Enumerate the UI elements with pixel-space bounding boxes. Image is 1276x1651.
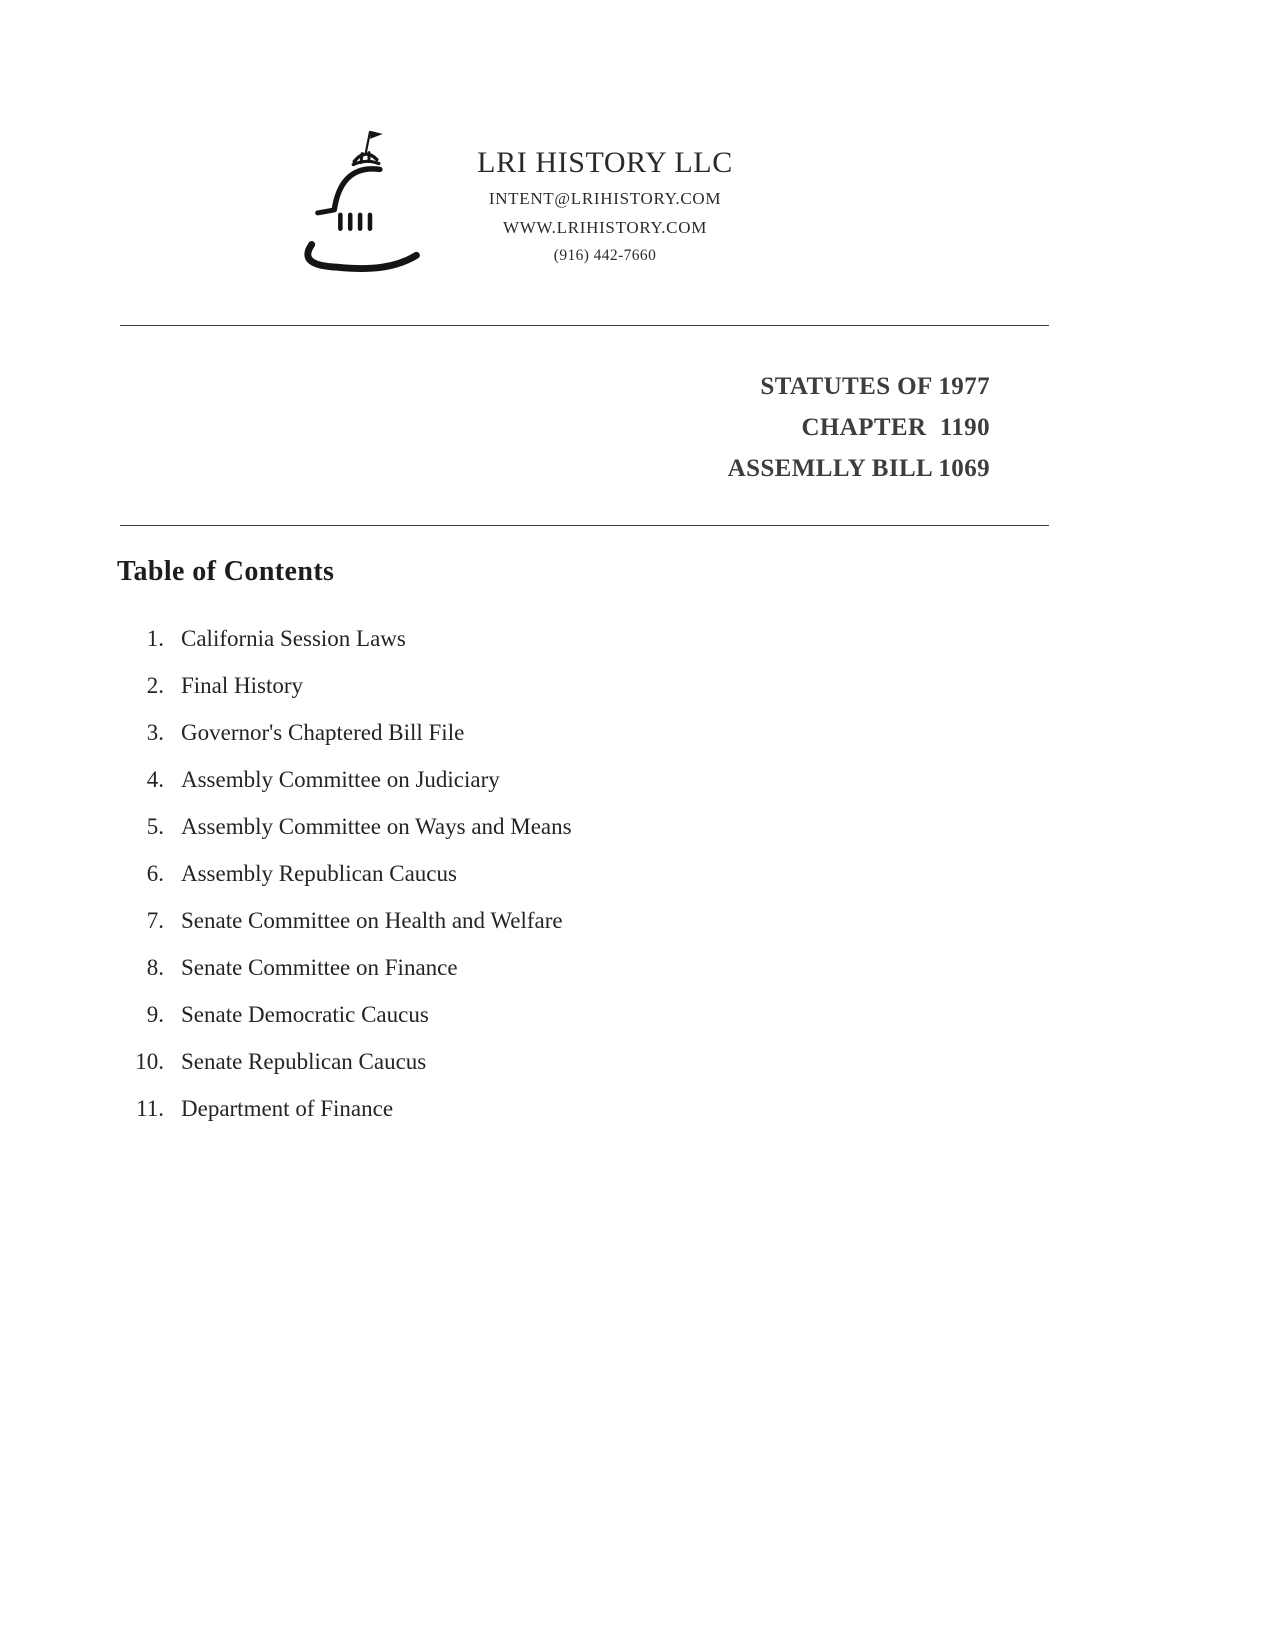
capitol-logo-icon (292, 126, 444, 284)
statutes-line: STATUTES OF 1977 (760, 373, 990, 400)
list-item-label: Senate Democratic Caucus (181, 1001, 429, 1027)
list-item (117, 850, 817, 897)
toc-list (117, 615, 817, 1132)
company-name: LRI HISTORY LLC (477, 146, 733, 179)
list-item-number: 8. (146, 954, 164, 980)
company-website: WWW.LRIHISTORY.COM (502, 218, 708, 237)
list-item (117, 756, 817, 803)
list-item (117, 897, 817, 944)
list-item-number: 4. (146, 766, 164, 792)
list-item (117, 944, 817, 991)
list-item-label: Assembly Republican Caucus (181, 860, 457, 886)
list-item-label: Assembly Committee on Ways and Means (181, 813, 572, 839)
chapter-line: CHAPTER 1190 (801, 414, 990, 441)
list-item-number: 11. (136, 1095, 164, 1121)
list-item (117, 615, 817, 662)
list-item-number: 9. (146, 1001, 164, 1027)
list-item (117, 662, 817, 709)
toc-title: Table of Contents (117, 556, 335, 587)
list-item-label: Senate Republican Caucus (181, 1048, 427, 1074)
horizontal-rule-bottom (120, 525, 1049, 526)
list-item (117, 1038, 817, 1085)
list-item-number: 1. (146, 625, 164, 651)
letterhead (452, 146, 758, 265)
list-item (117, 709, 817, 756)
list-item-number: 6. (146, 860, 164, 886)
company-email: INTENT@LRIHISTORY.COM (488, 189, 722, 208)
list-item-number: 10. (135, 1048, 164, 1074)
document-id-block (728, 366, 990, 489)
list-item-label: Final History (181, 672, 304, 698)
list-item-label: Senate Committee on Health and Welfare (181, 907, 563, 933)
list-item-number: 2. (146, 672, 164, 698)
list-item (117, 991, 817, 1038)
list-item-number: 7. (146, 907, 164, 933)
assembly-bill-line: ASSEMLLY BILL 1069 (727, 455, 990, 482)
list-item-label: Governor's Chaptered Bill File (181, 719, 465, 745)
list-item (117, 803, 817, 850)
horizontal-rule-top (120, 325, 1049, 326)
list-item-label: Assembly Committee on Judiciary (181, 766, 500, 792)
company-phone: (916) 442-7660 (553, 247, 657, 264)
list-item (117, 1085, 817, 1132)
list-item-label: California Session Laws (181, 625, 406, 651)
list-item-label: Department of Finance (181, 1095, 394, 1121)
list-item-number: 5. (146, 813, 164, 839)
list-item-number: 3. (146, 719, 164, 745)
list-item-label: Senate Committee on Finance (181, 954, 458, 980)
